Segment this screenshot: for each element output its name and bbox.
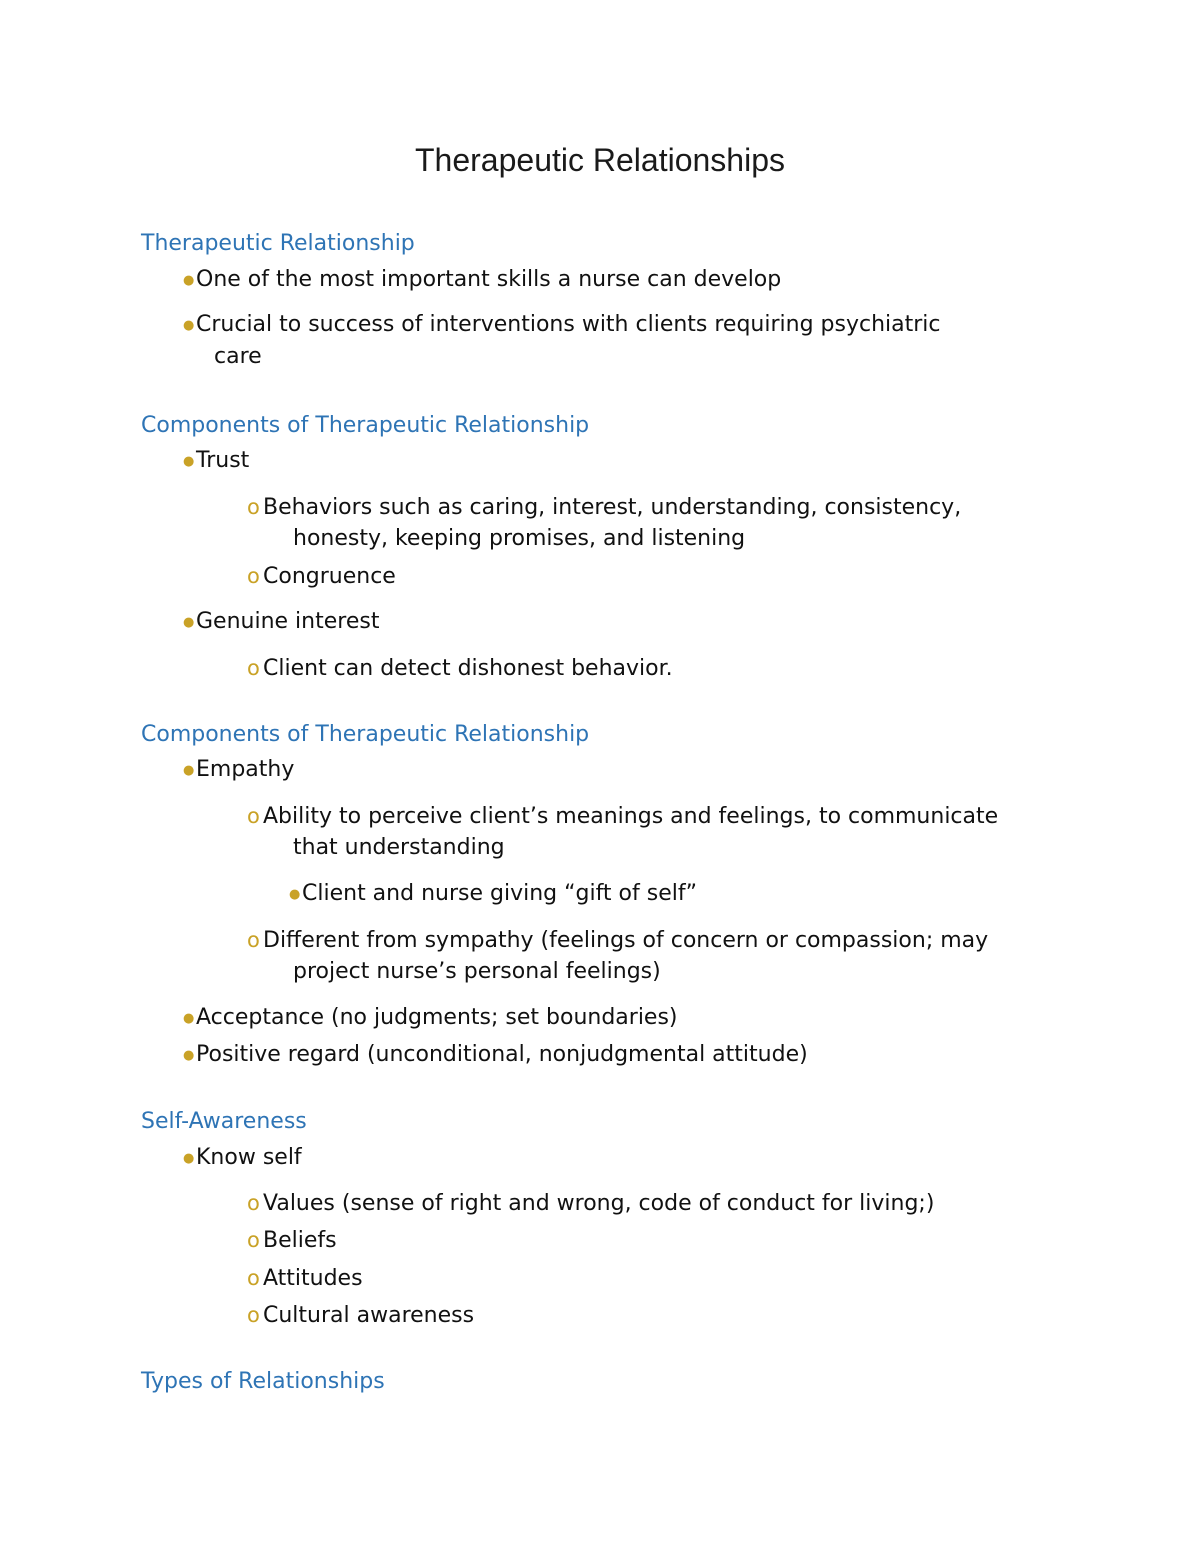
bullet-icon: ● xyxy=(183,763,195,778)
list-item: ●One of the most important skills a nurse can develop xyxy=(183,264,781,297)
sub-sub-list-item: ●Client and nurse giving “gift of self” xyxy=(289,878,697,911)
section-heading: Components of Therapeutic Relationship xyxy=(141,413,590,438)
section-heading: Self-Awareness xyxy=(141,1109,307,1134)
circle-bullet-icon: o xyxy=(247,804,260,828)
bullet-icon: ● xyxy=(183,615,195,630)
page-title: Therapeutic Relationships xyxy=(415,142,785,178)
circle-bullet-icon: o xyxy=(247,1303,260,1327)
list-item: ●Positive regard (unconditional, nonjudgmental attitude) xyxy=(183,1039,808,1072)
bullet-icon: ● xyxy=(183,454,195,469)
list-item-continuation: honesty, keeping promises, and listening xyxy=(293,526,746,551)
circle-bullet-icon: o xyxy=(247,564,260,588)
circle-bullet-icon: o xyxy=(247,928,260,952)
section-heading: Types of Relationships xyxy=(141,1369,385,1394)
bullet-icon: ● xyxy=(183,1151,195,1166)
sub-list-item: o Behaviors such as caring, interest, understanding, consistency, xyxy=(247,491,961,524)
bullet-icon: ● xyxy=(183,1011,195,1026)
bullet-icon: ● xyxy=(289,887,301,902)
list-item: ●Know self xyxy=(183,1142,302,1175)
circle-bullet-icon: o xyxy=(247,1266,260,1290)
bullet-icon: ● xyxy=(183,318,195,333)
list-item: ●Trust xyxy=(183,445,249,478)
sub-list-item: o Ability to perceive client’s meanings and feelings, to communicate xyxy=(247,800,998,833)
section-heading: Components of Therapeutic Relationship xyxy=(141,722,590,747)
circle-bullet-icon: o xyxy=(247,1228,260,1252)
list-item-continuation: project nurse’s personal feelings) xyxy=(293,959,661,984)
list-item: ●Empathy xyxy=(183,754,294,787)
sub-list-item: o Values (sense of right and wrong, code of conduct for living;) xyxy=(247,1187,934,1220)
list-item: ●Genuine interest xyxy=(183,606,379,639)
list-item: ●Crucial to success of interventions with clients requiring psychiatric xyxy=(183,309,941,342)
list-item: ●Acceptance (no judgments; set boundaries) xyxy=(183,1002,678,1035)
bullet-icon: ● xyxy=(183,273,195,288)
sub-list-item: o Beliefs xyxy=(247,1224,337,1257)
sub-list-item: o Client can detect dishonest behavior. xyxy=(247,652,673,685)
list-item-continuation: care xyxy=(214,344,262,369)
sub-list-item: o Cultural awareness xyxy=(247,1299,474,1332)
list-item-continuation: that understanding xyxy=(293,835,505,860)
sub-list-item: o Congruence xyxy=(247,560,396,593)
sub-list-item: o Different from sympathy (feelings of concern or compassion; may xyxy=(247,924,988,957)
circle-bullet-icon: o xyxy=(247,656,260,680)
circle-bullet-icon: o xyxy=(247,1191,260,1215)
bullet-icon: ● xyxy=(183,1048,195,1063)
circle-bullet-icon: o xyxy=(247,495,260,519)
sub-list-item: o Attitudes xyxy=(247,1262,363,1295)
section-heading: Therapeutic Relationship xyxy=(141,231,415,256)
